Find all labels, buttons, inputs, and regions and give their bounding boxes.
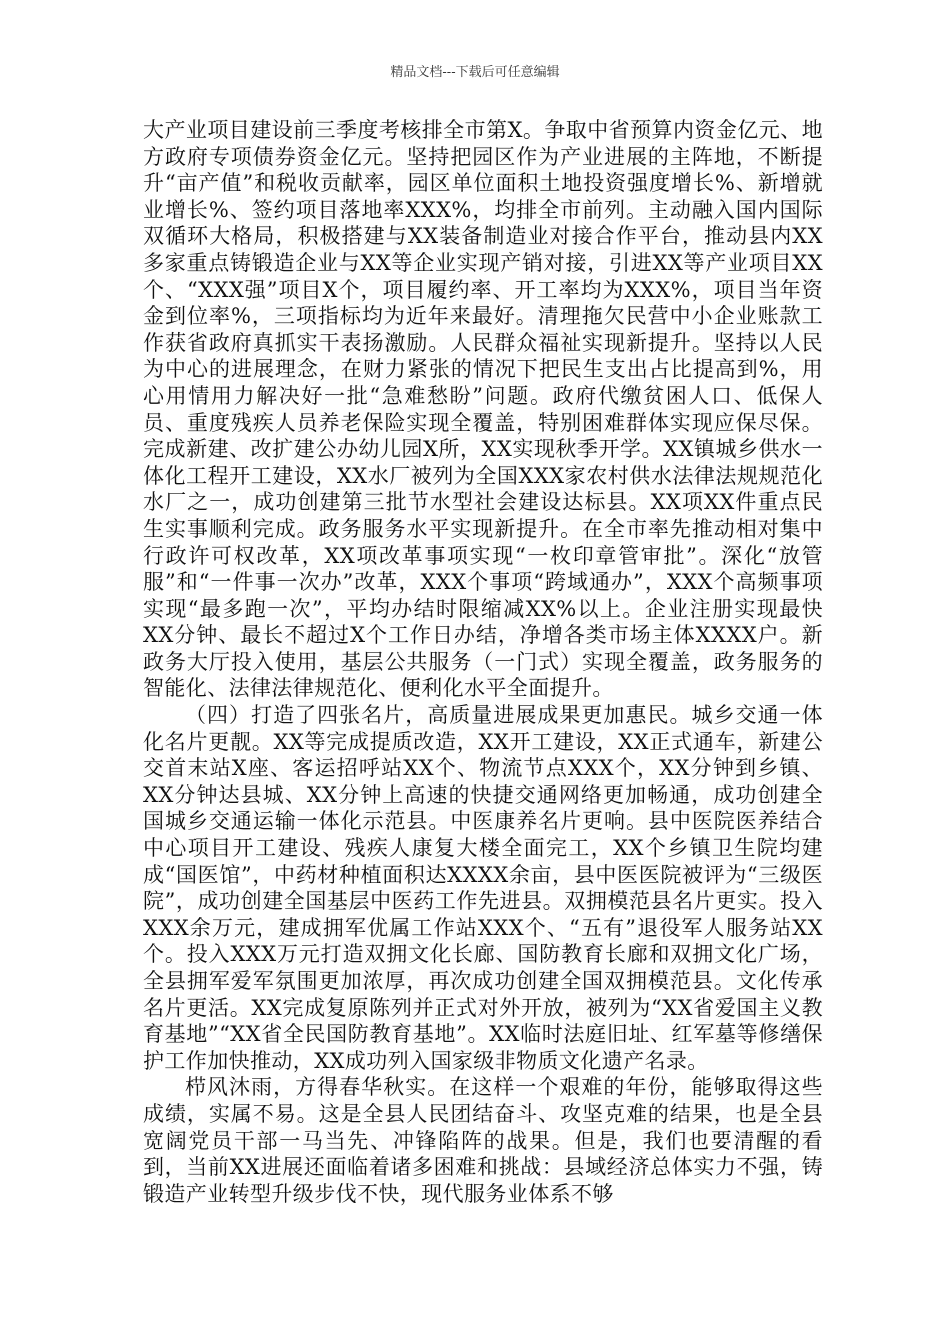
page-header: 精品文档---下载后可任意编辑 — [390, 65, 560, 80]
body-paragraph: （四）打造了四张名片，高质量进展成果更加惠民。城乡交通一体化名片更靓。XX等完成提质改造，XX开工建设，XX正式通车，新建公交首末站X座、客运招呼站XX个、物流节点XXX个，XX分钟到乡镇、XX分钟达县城、XX分钟上高速的快捷交通网络更加畅通，成功创建全国城乡交通运输一体化示范县。中医康养名片更响。县中医院医养结合中心项目开工建设、残疾人康复大楼全面完工，XX个乡镇卫生院均建成“国医馆”，中药材种植面积达XXXX余亩，县中医医院被评为“三级医院”，成功创建全国基层中医药工作先进县。双拥模范县名片更实。投入XXX余万元，建成拥军优属工作站XXX个、“五有”退役军人服务站XX个。投入XXX万元打造双拥文化长廊、国防教育长廊和双拥文化广场，全县拥军爱军氛围更加浓厚，再次成功创建全国双拥模范县。文化传承名片更活。XX完成复原陈列并正式对外开放，被列为“XX省爱国主义教育基地”“XX省全民国防教育基地”。XX临时法庭旧址、红军墓等修缮保护工作加快推动，XX成功列入国家级非物质文化遗产名录。 — [143, 703, 823, 1073]
document-body — [143, 117, 823, 1207]
body-paragraph: 栉风沐雨，方得春华秋实。在这样一个艰难的年份，能够取得这些成绩，实属不易。这是全县人民团结奋斗、攻坚克难的结果，也是全县宽阔党员干部一马当先、冲锋陷阵的战果。但是，我们也要清醒的看到，当前XX进展还面临着诸多困难和挑战：县域经济总体实力不强，铸锻造产业转型升级步伐不快，现代服务业体系不够 — [143, 1075, 823, 1206]
body-paragraph: 大产业项目建设前三季度考核排全市第X。争取中省预算内资金亿元、地方政府专项债券资金亿元。坚持把园区作为产业进展的主阵地，不断提升“亩产值”和税收贡献率，园区单位面积土地投资强度增长%、新增就业增长%、签约项目落地率XXX%，均排全市前列。主动融入国内国际双循环大格局，积极搭建与XX装备制造业对接合作平台，推动县内XX多家重点铸锻造企业与XX等企业实现产销对接，引进XX等产业项目XX个、“XXX强”项目X个，项目履约率、开工率均为XXX%，项目当年资金到位率%，三项指标均为近年来最好。清理拖欠民营中小企业账款工作获省政府真抓实干表扬激励。人民群众福祉实现新提升。坚持以人民为中心的进展理念，在财力紧张的情况下把民生支出占比提高到%，用心用情用力解决好一批“急难愁盼”问题。政府代缴贫困人口、低保人员、重度残疾人员养老保险实现全覆盖，特别困难群体实现应保尽保。完成新建、改扩建公办幼儿园X所，XX实现秋季开学。XX镇城乡供水一体化工程开工建设，XX水厂被列为全国XXX家农村供水法律法规规范化水厂之一，成功创建第三批节水型社会建设达标县。XX项XX件重点民生实事顺利完成。政务服务水平实现新提升。在全市率先推动相对集中行政许可权改革，XX项改革事项实现“一枚印章管审批”。深化“放管服”和“一件事一次办”改革，XXX个事项“跨域通办”，XXX个高频事项实现“最多跑一次”，平均办结时限缩减XX%以上。企业注册实现最快XX分钟、最长不超过X个工作日办结，净增各类市场主体XXXX户。新政务大厅投入使用，基层公共服务（一门式）实现全覆盖，政务服务的智能化、法律法律规范化、便利化水平全面提升。 — [143, 118, 823, 701]
